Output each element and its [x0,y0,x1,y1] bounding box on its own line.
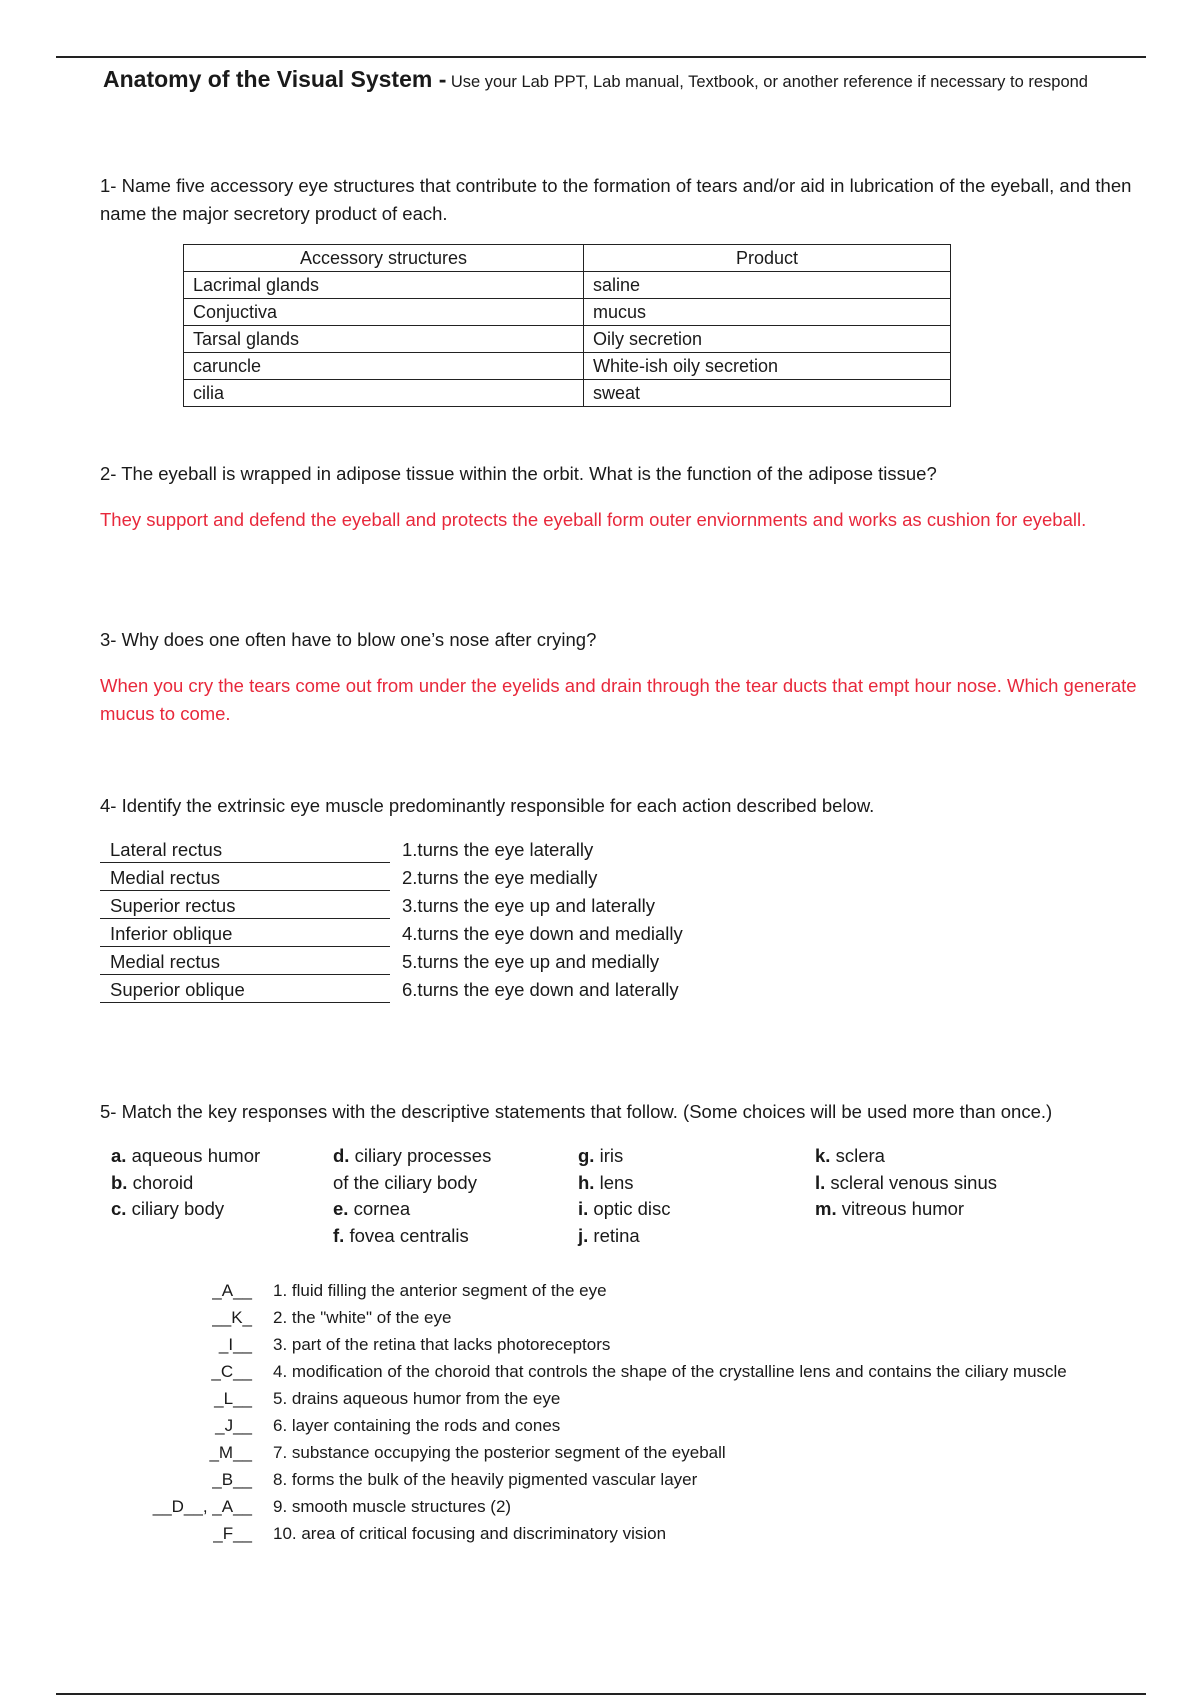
statement-answer: _C__ [211,1362,252,1381]
title-subtitle: Use your Lab PPT, Lab manual, Textbook, or another reference if necessary to respond [450,73,1088,91]
muscle-action: 6.turns the eye down and laterally [402,979,679,1000]
statement-answer: _M__ [209,1443,252,1462]
question-4: 4- Identify the extrinsic eye muscle predominantly responsible for each action described below. [100,795,875,816]
key-item: l. scleral venous sinus [815,1171,998,1193]
question-3: 3- Why does one often have to blow one’s nose after crying? [100,629,597,650]
table-header-product: Product [584,245,951,272]
key-column-3 [578,1143,671,1249]
table-row [184,272,951,299]
statement-text: 7. substance occupying the posterior segment of the eyeball [273,1443,726,1462]
table-row [184,299,951,326]
statement-answer: _L__ [214,1389,252,1408]
table-cell-structure: Lacrimal glands [184,272,584,299]
key-column-1 [111,1143,260,1223]
statement-text: 5. drains aqueous humor from the eye [273,1389,561,1408]
top-rule [56,56,1146,58]
table-row [184,353,951,380]
key-item: e. cornea [333,1198,411,1219]
question-5: 5- Match the key responses with the descriptive statements that follow. (Some choices will be used more than once.) [100,1101,1053,1122]
key-item: g. iris [578,1145,624,1166]
muscle-action: 4.turns the eye down and medially [402,923,683,944]
table-cell-structure: Conjuctiva [184,299,584,326]
statement-answer: _I__ [218,1335,252,1354]
muscle-answer: Lateral rectus [100,836,390,863]
page-title [103,66,1088,93]
statement-answer: _A__ [212,1281,252,1300]
key-item: a. aqueous humor [111,1145,261,1166]
key-item: c. ciliary body [111,1198,225,1219]
key-item: b. choroid [111,1171,194,1193]
table-header-structures: Accessory structures [184,245,584,272]
muscle-answer: Inferior oblique [100,920,390,947]
key-item: i. optic disc [578,1198,671,1219]
muscle-action: 5.turns the eye up and medially [402,951,660,972]
muscle-action: 2.turns the eye medially [402,867,598,888]
statement-text: 3. part of the retina that lacks photoreceptors [273,1335,611,1354]
muscle-answer: Superior rectus [100,892,390,919]
table-header-row [184,245,951,272]
muscle-answer: Medial rectus [100,948,390,975]
statement-text: 8. forms the bulk of the heavily pigmented vascular layer [273,1470,698,1489]
table-row [184,326,951,353]
statement-text: 2. the "white" of the eye [273,1308,452,1327]
answer-3: When you cry the tears come out from under the eyelids and drain through the tear ducts that empt hour nose. Which generate mucus to come. [100,675,1137,724]
key-item: k. sclera [815,1145,885,1166]
accessory-structures-table [183,244,951,407]
question-1: 1- Name five accessory eye structures that contribute to the formation of tears and/or aid in lubrication of the eyeball, and then name the major secretory product of each. [100,175,1132,224]
statement-answer: _J__ [215,1416,252,1435]
table-cell-structure: Tarsal glands [184,326,584,353]
key-item: f. fovea centralis [333,1224,469,1246]
statement-answer: __D__, _A__ [152,1497,252,1516]
key-item: d. ciliary processes [333,1145,492,1166]
table-cell-product: saline [584,272,951,299]
table-row [184,380,951,407]
statement-text: 6. layer containing the rods and cones [273,1416,561,1435]
table-cell-product: White-ish oily secretion [584,353,951,380]
muscle-action: 1.turns the eye laterally [402,839,594,860]
table-cell-structure: caruncle [184,353,584,380]
key-column-4 [815,1143,997,1223]
statement-text: 9. smooth muscle structures (2) [273,1497,512,1516]
muscle-answer: Superior oblique [100,976,390,1003]
table-cell-product: Oily secretion [584,326,951,353]
table-cell-structure: cilia [184,380,584,407]
muscle-action: 3.turns the eye up and laterally [402,895,655,916]
answer-2: They support and defend the eyeball and protects the eyeball form outer enviornments and works as cushion for eyeball. [100,509,1087,530]
statement-answer: __K_ [212,1308,252,1327]
question-2: 2- The eyeball is wrapped in adipose tissue within the orbit. What is the function of the adipose tissue? [100,463,937,484]
title-main: Anatomy of the Visual System - [103,66,447,92]
key-column-2 [333,1143,491,1249]
bottom-rule [56,1693,1146,1695]
key-item: of the ciliary body [333,1171,477,1193]
key-item: m. vitreous humor [815,1198,965,1219]
statement-text: 10. area of critical focusing and discriminatory vision [273,1524,667,1543]
table-cell-product: mucus [584,299,951,326]
statement-answer: _F__ [213,1524,252,1543]
table-cell-product: sweat [584,380,951,407]
statement-text: 4. modification of the choroid that controls the shape of the crystalline lens and contains the ciliary muscle [273,1362,1067,1381]
key-item: h. lens [578,1171,634,1193]
key-item: j. retina [578,1224,640,1246]
statement-text: 1. fluid filling the anterior segment of the eye [273,1281,607,1300]
statement-answer: _B__ [212,1470,252,1489]
muscle-answer: Medial rectus [100,864,390,891]
